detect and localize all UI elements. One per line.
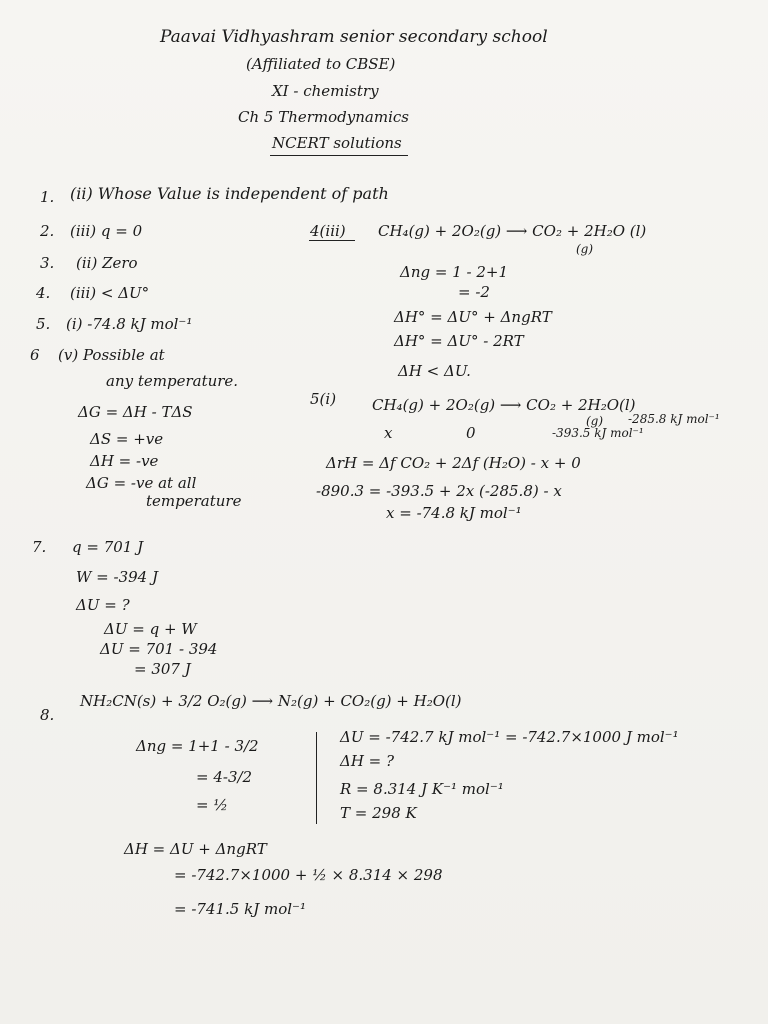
q2-answer: (iii) q = 0 <box>70 222 143 240</box>
q8-r: R = 8.314 J K⁻¹ mol⁻¹ <box>340 780 504 798</box>
chapter-title: Ch 5 Thermodynamics <box>238 108 409 126</box>
q8-reaction: NH₂CN(s) + 3/2 O₂(g) ⟶ N₂(g) + CO₂(g) + H₂O(l) <box>80 692 462 710</box>
q3-answer: (ii) Zero <box>76 254 138 272</box>
q7-line5: ΔU = 701 - 394 <box>100 640 218 658</box>
q8-dng-line3: = ½ <box>196 796 228 814</box>
q8-t: T = 298 K <box>340 804 417 822</box>
q5-work-label: 5(i) <box>310 390 337 408</box>
q6-eq3: ΔH = -ve <box>90 452 159 470</box>
q7-line4: ΔU = q + W <box>104 620 197 638</box>
q8-dng-line2: = 4-3/2 <box>196 768 253 786</box>
q4-eq2: ΔH° = ΔU° - 2RT <box>394 332 524 350</box>
q5-val-h2o: -285.8 kJ mol⁻¹ <box>628 412 720 426</box>
affiliation: (Affiliated to CBSE) <box>246 55 396 73</box>
q4-reaction: CH₄(g) + 2O₂(g) ⟶ CO₂ + 2H₂O (l) <box>378 222 647 240</box>
q5-val-co2: -393.5 kJ mol⁻¹ <box>552 426 644 440</box>
q8-divider <box>316 732 317 824</box>
q4-dng-line1: Δng = 1 - 2+1 <box>400 263 509 281</box>
q5-x-label: x <box>384 424 393 442</box>
q7-line2: W = -394 J <box>76 568 159 586</box>
q8-dng-line1: Δng = 1+1 - 3/2 <box>136 737 259 755</box>
q6-answer-line2: any temperature. <box>106 372 239 390</box>
q5-eq1: ΔrH = Δf CO₂ + 2Δf (H₂O) - x + 0 <box>326 454 581 472</box>
q1-answer: (ii) Whose Value is independent of path <box>70 184 389 203</box>
q1-number: 1. <box>40 188 55 206</box>
q4-label-underline <box>309 240 355 241</box>
q5-eq3: x = -74.8 kJ mol⁻¹ <box>386 504 522 522</box>
q2-number: 2. <box>40 222 55 240</box>
q4-dng-line2: = -2 <box>458 283 490 301</box>
q5-eq2: -890.3 = -393.5 + 2x (-285.8) - x <box>316 482 562 500</box>
q5-reaction: CH₄(g) + 2O₂(g) ⟶ CO₂ + 2H₂O(l) <box>372 396 636 414</box>
q8-formula3: = -741.5 kJ mol⁻¹ <box>174 900 306 918</box>
q7-line6: = 307 J <box>134 660 191 678</box>
q7-line3: ΔU = ? <box>76 596 130 614</box>
title-underline <box>270 155 408 156</box>
school-name: Paavai Vidhyashram senior secondary school <box>160 27 548 47</box>
q5-answer: (i) -74.8 kJ mol⁻¹ <box>66 315 193 333</box>
q8-number: 8. <box>40 706 55 724</box>
q4-eq3: ΔH < ΔU. <box>398 362 471 380</box>
q6-answer-line1: (v) Possible at <box>58 346 165 364</box>
q4-reaction-sub: (g) <box>576 242 594 256</box>
q7-line1: q = 701 J <box>72 538 144 556</box>
q4-number: 4. <box>36 284 51 302</box>
class-subject: XI - chemistry <box>272 82 379 100</box>
q6-eq4: ΔG = -ve at all <box>86 474 197 492</box>
q5-number: 5. <box>36 315 51 333</box>
q4-work-label: 4(iii) <box>310 222 346 240</box>
q8-formula2: = -742.7×1000 + ½ × 8.314 × 298 <box>174 866 443 884</box>
q6-eq1: ΔG = ΔH - TΔS <box>78 403 193 421</box>
q3-number: 3. <box>40 254 55 272</box>
q5-sub-g: (g) <box>586 414 604 428</box>
q6-eq5: temperature <box>146 492 242 510</box>
q5-zero-label: 0 <box>466 424 476 442</box>
q4-eq1: ΔH° = ΔU° + ΔngRT <box>394 308 552 326</box>
q8-formula1: ΔH = ΔU + ΔngRT <box>124 840 267 858</box>
q6-eq2: ΔS = +ve <box>90 430 164 448</box>
q8-dh: ΔH = ? <box>340 752 395 770</box>
q8-du: ΔU = -742.7 kJ mol⁻¹ = -742.7×1000 J mol⁻¹ <box>340 728 679 746</box>
q6-number: 6 <box>30 346 40 364</box>
q7-number: 7. <box>32 538 47 556</box>
page-title: NCERT solutions <box>272 134 402 152</box>
q4-answer: (iii) < ΔU° <box>70 284 150 302</box>
